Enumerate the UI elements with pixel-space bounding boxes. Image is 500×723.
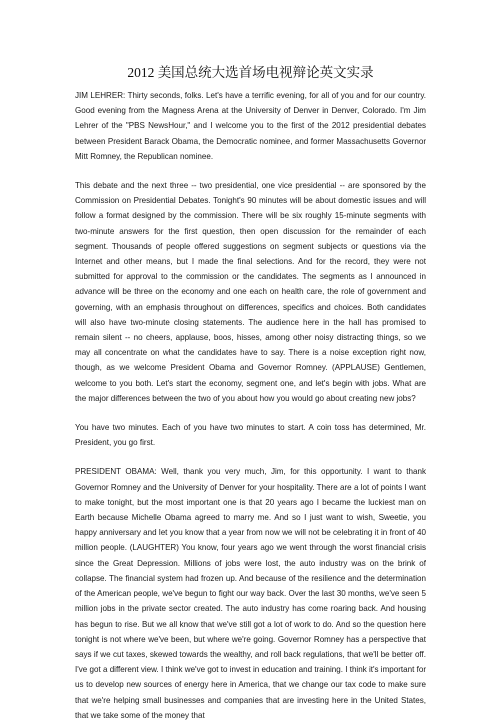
paragraph-debate-format: This debate and the next three -- two presidential, one vice presidential -- are sponsored by the Commission on Presidential Debates. Tonight's 90 minutes will be about domestic issues and will follow a format designed by the commission. There will be six roughly 15-minute segments with two-minute answers for the first question, then open discussion for the remainder of each segment. Thousands of people offered suggestions on segment subjects or questions via the Internet and other means, but I made the final selections. And for the record, they were not submitted for approval to the commission or the candidates. The segments as I announced in advance will be three on the economy and one each on health care, the role of government and governing, with an emphasis throughout on differences, specifics and choices. Both candidates will also have two-minute closing statements. The audience here in the hall has promised to remain silent -- no cheers, applause, boos, hisses, among other noisy distracting things, so we may all concentrate on what the candidates have to say. There is a noise exception right now, though, as we welcome President Obama and Governor Romney. (APPLAUSE) Gentlemen, welcome to you both. Let's start the economy, segment one, and let's begin with jobs. What are the major differences between the two of you about how you would go about creating new jobs? — [75, 181, 426, 403]
paragraph-lehrer-intro: JIM LEHRER: Thirty seconds, folks. Let's have a terrific evening, for all of you and for our country. Good evening from the Magness Arena at the University of Denver in Denver, Colorado. I'm Jim Lehrer of the "PBS NewsHour," and I welcome you to the first of the 2012 presidential debates between President Barack Obama, the Democratic nominee, and former Massachusetts Governor Mitt Romney, the Republican nominee. — [75, 91, 426, 161]
paragraph-obama-opening: PRESIDENT OBAMA: Well, thank you very much, Jim, for this opportunity. I want to thank Governor Romney and the University of Denver for your hospitality. There are a lot of points I want to make tonight, but the most important one is that 20 years ago I became the luckiest man on Earth because Michelle Obama agreed to marry me. And so I just want to wish, Sweetie, you happy anniversary and let you know that a year from now we will not be celebrating it in front of 40 million people. (LAUGHTER) You know, four years ago we went through the worst financial crisis since the Great Depression. Millions of jobs were lost, the auto industry was on the brink of collapse. The financial system had frozen up. And because of the resilience and the determination of the American people, we've begun to fight our way back. Over the last 30 months, we've seen 5 million jobs in the private sector created. The auto industry has come roaring back. And housing has begun to rise. But we all know that we've still got a lot of work to do. And so the question here tonight is not where we've been, but where we're going. Governor Romney has a perspective that says if we cut taxes, skewed towards the wealthy, and roll back regulations, that we'll be better off. I've got a different view. I think we've got to invest in education and training. I think it's important for us to develop new sources of energy here in America, that we change our tax code to make sure that we're helping small businesses and companies that are investing here in the United States, that we take some of the money that — [75, 467, 426, 720]
paragraph-coin-toss: You have two minutes. Each of you have two minutes to start. A coin toss has determined, Mr. President, you go first. — [75, 423, 426, 448]
document-title: 2012 美国总统大选首场电视辩论英文实录 — [127, 65, 374, 80]
